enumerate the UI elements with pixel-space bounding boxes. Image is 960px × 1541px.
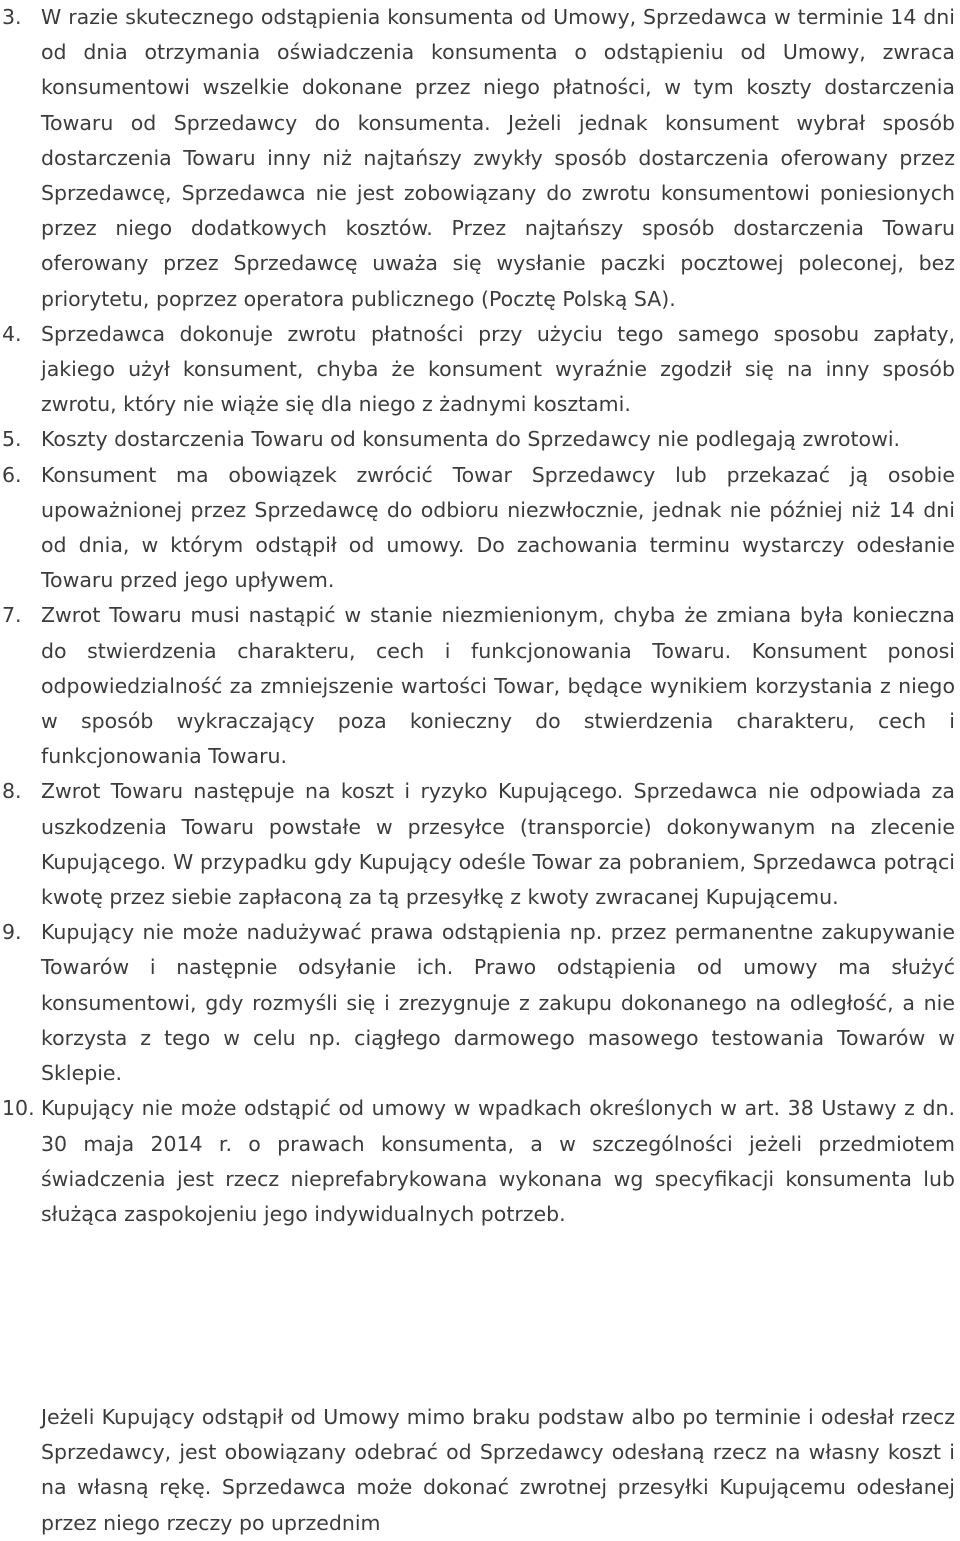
item-text: Kupujący nie może nadużywać prawa odstąpienia np. przez permanentne zakupywanie Towarów i następnie odsyłanie ich. Prawo odstąpienia od umowy ma służyć konsumentowi, gdy rozmyśli się i zrezygnuje z zakupu dokonanego na odległość, a nie korzysta z tego w celu np. ciągłego darmowego masowego testowania Towarów w Sklepie. [41, 920, 955, 1086]
list-item-9 [0, 915, 955, 1091]
item-text: Zwrot Towaru musi nastąpić w stanie niezmienionym, chyba że zmiana była konieczna do stwierdzenia charakteru, cech i funkcjonowania Towaru. Konsument ponosi odpowiedzialność za zmniejszenie wartości Towar, będące wynikiem korzystania z niego w sposób wykraczający poza konieczny do stwierdzenia charakteru, cech i funkcjonowania Towaru. [41, 603, 955, 769]
item-number: 9. [2, 920, 22, 945]
item-number: 7. [2, 603, 22, 628]
list-item-10 [0, 1091, 955, 1232]
list-item-6 [0, 458, 955, 599]
item-text: W razie skutecznego odstąpienia konsumenta od Umowy, Sprzedawca w terminie 14 dni od dnia otrzymania oświadczenia konsumenta o odstąpieniu od Umowy, zwraca konsumentowi wszelkie dokonane przez niego płatności, w tym koszty dostarczenia Towaru od Sprzedawcy do konsumenta. Jeżeli jednak konsument wybrał sposób dostarczenia Towaru inny niż najtańszy zwykły sposób dostarczenia oferowany przez Sprzedawcę, Sprzedawca nie jest zobowiązany do zwrotu konsumentowi poniesionych przez niego dodatkowych kosztów. Przez najtańszy sposób dostarczenia Towaru oferowany przez Sprzedawcę uważa się wysłanie paczki pocztowej poleconej, bez priorytetu, poprzez operatora publicznego (Pocztę Polską SA). [41, 5, 955, 311]
item-text: Koszty dostarczenia Towaru od konsumenta do Sprzedawcy nie podlegają zwrotowi. [41, 427, 901, 452]
item-text: Zwrot Towaru następuje na koszt i ryzyko Kupującego. Sprzedawca nie odpowiada za uszkodzenia Towaru powstałe w przesyłce (transporcie) dokonywanym na zlecenie Kupującego. W przypadku gdy Kupujący odeśle Towar za pobraniem, Sprzedawca potrąci kwotę przez siebie zapłaconą za tą przesyłkę z kwoty zwracanej Kupującemu. [41, 779, 955, 910]
item-text: Sprzedawca dokonuje zwrotu płatności przy użyciu tego samego sposobu zapłaty, jakiego użył konsument, chyba że konsument wyraźnie zgodził się na inny sposób zwrotu, który nie wiąże się dla niego z żadnymi kosztami. [41, 321, 955, 417]
item-number: 6. [2, 462, 22, 487]
closing-paragraph: Jeżeli Kupujący odstąpił od Umowy mimo braku podstaw albo po terminie i odesłał rzecz Sprzedawcy, jest obowiązany odebrać od Sprzedawcy odesłaną rzecz na własny koszt i na własną rękę. Sprzedawca może dokonać zwrotnej przesyłki Kupującemu odesłanej przez niego rzeczy po uprzednim [41, 1405, 955, 1535]
list-item-3 [0, 0, 955, 317]
list-item-7 [0, 598, 955, 774]
item-number: 3. [2, 5, 22, 29]
list-item-8 [0, 774, 955, 915]
item-number: 4. [2, 321, 22, 346]
list-item-5 [0, 422, 955, 457]
item-text: Konsument ma obowiązek zwrócić Towar Sprzedawcy lub przekazać ją osobie upoważnionej przez Sprzedawcę do odbioru niezwłocznie, jednak nie później niż 14 dni od dnia, w którym odstąpił od umowy. Do zachowania terminu wystarczy odesłanie Towaru przed jego upływem. [41, 462, 955, 593]
item-text: Kupujący nie może odstąpić od umowy w wpadkach określonych w art. 38 Ustawy z dn. 30 maja 2014 r. o prawach konsumenta, a w szczególności jeżeli przedmiotem świadczenia jest rzecz nieprefabrykowana wykonana wg specyfikacji konsumenta lub służąca zaspokojeniu jego indywidualnych potrzeb. [41, 1096, 955, 1226]
list-item-4 [0, 317, 955, 423]
item-number: 10. [2, 1096, 35, 1121]
item-number: 5. [2, 427, 22, 452]
item-number: 8. [2, 779, 22, 804]
